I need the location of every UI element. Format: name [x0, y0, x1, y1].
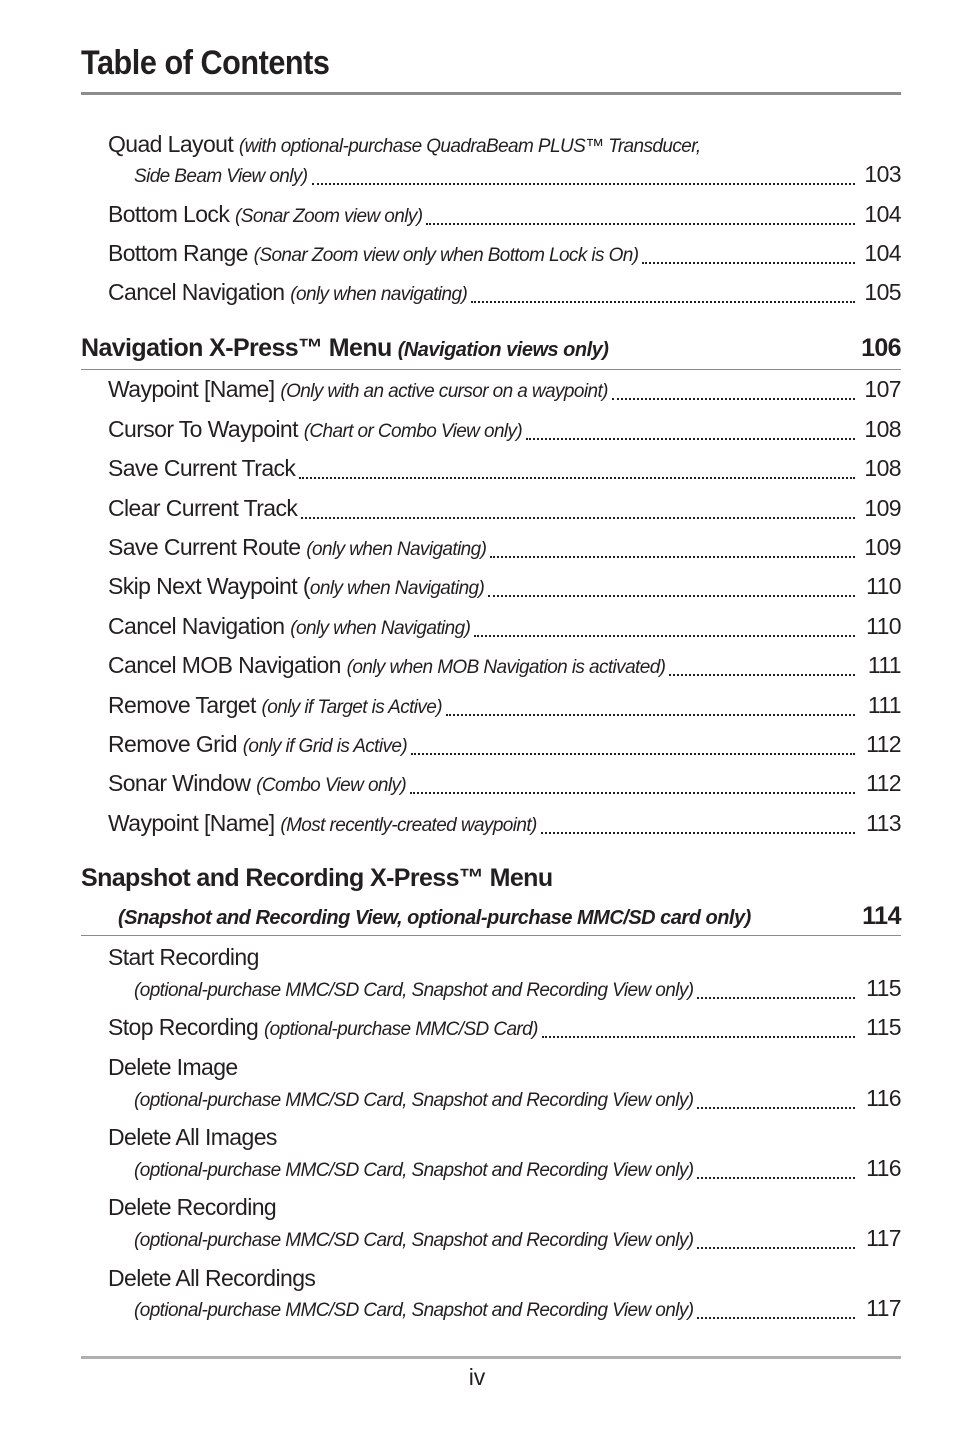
page-title: Table of Contents — [81, 44, 330, 82]
section-page-number: 106 — [861, 334, 901, 362]
page-number: 110 — [866, 613, 901, 639]
entry-note: (Sonar Zoom view only when Bottom Lock is On) — [253, 245, 639, 266]
leader-dots — [299, 477, 855, 479]
entry-label: Waypoint [Name] — [108, 810, 275, 836]
leader-dots — [312, 183, 855, 185]
entry-note: (optional-purchase MMC/SD Card, Snapshot and Recording View only) — [134, 1230, 694, 1251]
entry-note: (only when MOB Navigation is activated) — [346, 657, 666, 678]
toc-entry[interactable] — [108, 454, 901, 485]
section-title: Snapshot and Recording X-Press™ Menu — [81, 864, 553, 892]
entry-note: (only when Navigating) — [306, 539, 487, 560]
page-number: 104 — [864, 240, 901, 266]
entry-note: (only when Navigating) — [290, 618, 471, 639]
entry-note: (only if Grid is Active) — [242, 736, 408, 757]
leader-dots — [542, 1036, 855, 1038]
toc-entry[interactable] — [108, 572, 901, 603]
entry-label: Quad Layout — [108, 131, 234, 157]
page-number: 108 — [864, 416, 901, 442]
entry-note: (Sonar Zoom view only) — [235, 206, 423, 227]
page-number: 109 — [864, 534, 901, 560]
section-title: Navigation X-Press™ Menu — [81, 334, 392, 362]
toc-entry[interactable] — [108, 278, 901, 309]
leader-dots — [410, 792, 855, 794]
toc-entry[interactable] — [108, 533, 901, 564]
page-number: 117 — [866, 1295, 901, 1321]
leader-dots — [697, 1107, 855, 1109]
leader-dots — [301, 517, 855, 519]
leader-dots — [541, 832, 855, 834]
leader-dots — [697, 1177, 855, 1179]
entry-note: (optional-purchase MMC/SD Card, Snapshot and Recording View only) — [134, 980, 694, 1001]
section-page-number: 114 — [862, 902, 901, 930]
toc-entry[interactable] — [108, 200, 901, 231]
toc-entry-delete-image[interactable] — [108, 1053, 238, 1081]
page-number: 105 — [864, 279, 901, 305]
section-heading-snapshot[interactable] — [81, 863, 901, 893]
entry-label: Clear Current Track — [108, 495, 298, 521]
section-subheading-snapshot[interactable] — [118, 901, 901, 933]
entry-label: Cancel Navigation — [108, 613, 285, 639]
entry-label: Save Current Track — [108, 455, 296, 481]
section-note: (Snapshot and Recording View, optional-purchase MMC/SD card only) — [118, 907, 751, 929]
leader-dots — [697, 1247, 855, 1249]
page-number: 109 — [864, 495, 901, 521]
entry-label: Bottom Range — [108, 240, 248, 266]
entry-note: (optional-purchase MMC/SD Card, Snapshot and Recording View only) — [134, 1090, 694, 1111]
leader-dots — [474, 635, 855, 637]
entry-note: (optional-purchase MMC/SD Card, Snapshot and Recording View only) — [134, 1160, 694, 1181]
toc-entry-delete-image-cont[interactable] — [134, 1084, 901, 1115]
leader-dots — [471, 301, 855, 303]
entry-label: Bottom Lock — [108, 201, 230, 227]
entry-label: Remove Grid — [108, 731, 237, 757]
page-number: 111 — [867, 692, 901, 718]
page-number: 104 — [864, 201, 901, 227]
toc-entry[interactable] — [108, 494, 901, 525]
page-number: 116 — [866, 1155, 901, 1181]
page-number: 115 — [866, 1014, 901, 1040]
section-note: (Navigation views only) — [397, 339, 609, 361]
page-number: 111 — [867, 652, 901, 678]
leader-dots — [642, 262, 855, 264]
entry-note: (only if Target is Active) — [261, 697, 442, 718]
page-number: 107 — [864, 376, 901, 402]
page-number: 117 — [866, 1225, 901, 1251]
entry-label: Sonar Window — [108, 770, 251, 796]
leader-dots — [426, 223, 855, 225]
entry-label: Cursor To Waypoint — [108, 416, 298, 442]
leader-dots — [697, 997, 855, 999]
toc-entry-delete-recording-cont[interactable] — [134, 1224, 901, 1255]
entry-label: Remove Target — [108, 692, 256, 718]
toc-entry[interactable] — [108, 769, 901, 800]
entry-note: (Chart or Combo View only) — [303, 421, 523, 442]
toc-entry[interactable] — [108, 730, 901, 761]
entry-note: (only when navigating) — [290, 284, 468, 305]
page-number: 113 — [866, 810, 901, 836]
leader-dots — [669, 674, 855, 676]
toc-entry-delete-all-images[interactable] — [108, 1123, 277, 1151]
entry-note: (Combo View only) — [256, 775, 407, 796]
leader-dots — [526, 438, 855, 440]
entry-label: Delete All Recordings — [108, 1265, 316, 1291]
entry-note: (with optional-purchase QuadraBeam PLUS™ Transducer, — [238, 136, 701, 157]
entry-label: Start Recording — [108, 944, 259, 970]
entry-note: Side Beam View only) — [134, 166, 308, 187]
entry-label: Stop Recording — [108, 1014, 259, 1040]
leader-dots — [490, 556, 855, 558]
toc-entry-start-recording[interactable] — [108, 943, 259, 971]
toc-entry-delete-all-recordings-cont[interactable] — [134, 1294, 901, 1325]
page-number: 103 — [864, 161, 901, 187]
page-number: 112 — [866, 731, 901, 757]
leader-dots — [697, 1317, 855, 1319]
page-folio: iv — [468, 1364, 486, 1390]
entry-note: only when Navigating) — [309, 578, 485, 599]
page-number: 116 — [866, 1085, 901, 1111]
entry-label: Cancel Navigation — [108, 279, 285, 305]
entry-note: (Most recently-created waypoint) — [280, 815, 537, 836]
entry-label: Save Current Route — [108, 534, 301, 560]
entry-label: Skip Next Waypoint ( — [108, 573, 310, 599]
page-number: 110 — [866, 573, 901, 599]
toc-entry-quad-layout-cont[interactable] — [134, 160, 901, 191]
entry-note: (optional-purchase MMC/SD Card) — [263, 1019, 538, 1040]
toc-entry-start-recording-cont[interactable] — [134, 974, 901, 1005]
section-rule — [81, 935, 901, 936]
toc-entry[interactable] — [108, 651, 901, 682]
toc-entry[interactable] — [108, 691, 901, 722]
toc-entry-delete-all-recordings[interactable] — [108, 1264, 315, 1292]
page-number: 115 — [866, 975, 901, 1001]
entry-note: (Only with an active cursor on a waypoint) — [280, 381, 608, 402]
section-heading-navigation[interactable] — [81, 333, 901, 365]
leader-dots — [411, 753, 855, 755]
entry-label: Delete Recording — [108, 1194, 277, 1220]
entry-label: Delete Image — [108, 1054, 238, 1080]
entry-label: Cancel MOB Navigation — [108, 652, 341, 678]
toc-entry[interactable] — [108, 612, 901, 643]
toc-entry-delete-recording[interactable] — [108, 1193, 276, 1221]
entry-label: Waypoint [Name] — [108, 376, 275, 402]
toc-entry[interactable] — [108, 375, 901, 406]
toc-entry-stop-recording[interactable] — [108, 1013, 901, 1044]
toc-entry-quad-layout[interactable] — [108, 130, 701, 161]
section-rule — [81, 369, 901, 370]
entry-note: (optional-purchase MMC/SD Card, Snapshot and Recording View only) — [134, 1300, 694, 1321]
toc-entry[interactable] — [108, 415, 901, 446]
footer-rule — [81, 1356, 901, 1359]
page-number: 112 — [866, 770, 901, 796]
toc-entry[interactable] — [108, 809, 901, 840]
leader-dots — [612, 398, 855, 400]
entry-label: Delete All Images — [108, 1124, 277, 1150]
page-number: 108 — [864, 455, 901, 481]
toc-entry[interactable] — [108, 239, 901, 270]
title-rule — [81, 92, 901, 95]
leader-dots — [488, 595, 855, 597]
toc-entry-delete-all-images-cont[interactable] — [134, 1154, 901, 1185]
leader-dots — [446, 714, 855, 716]
